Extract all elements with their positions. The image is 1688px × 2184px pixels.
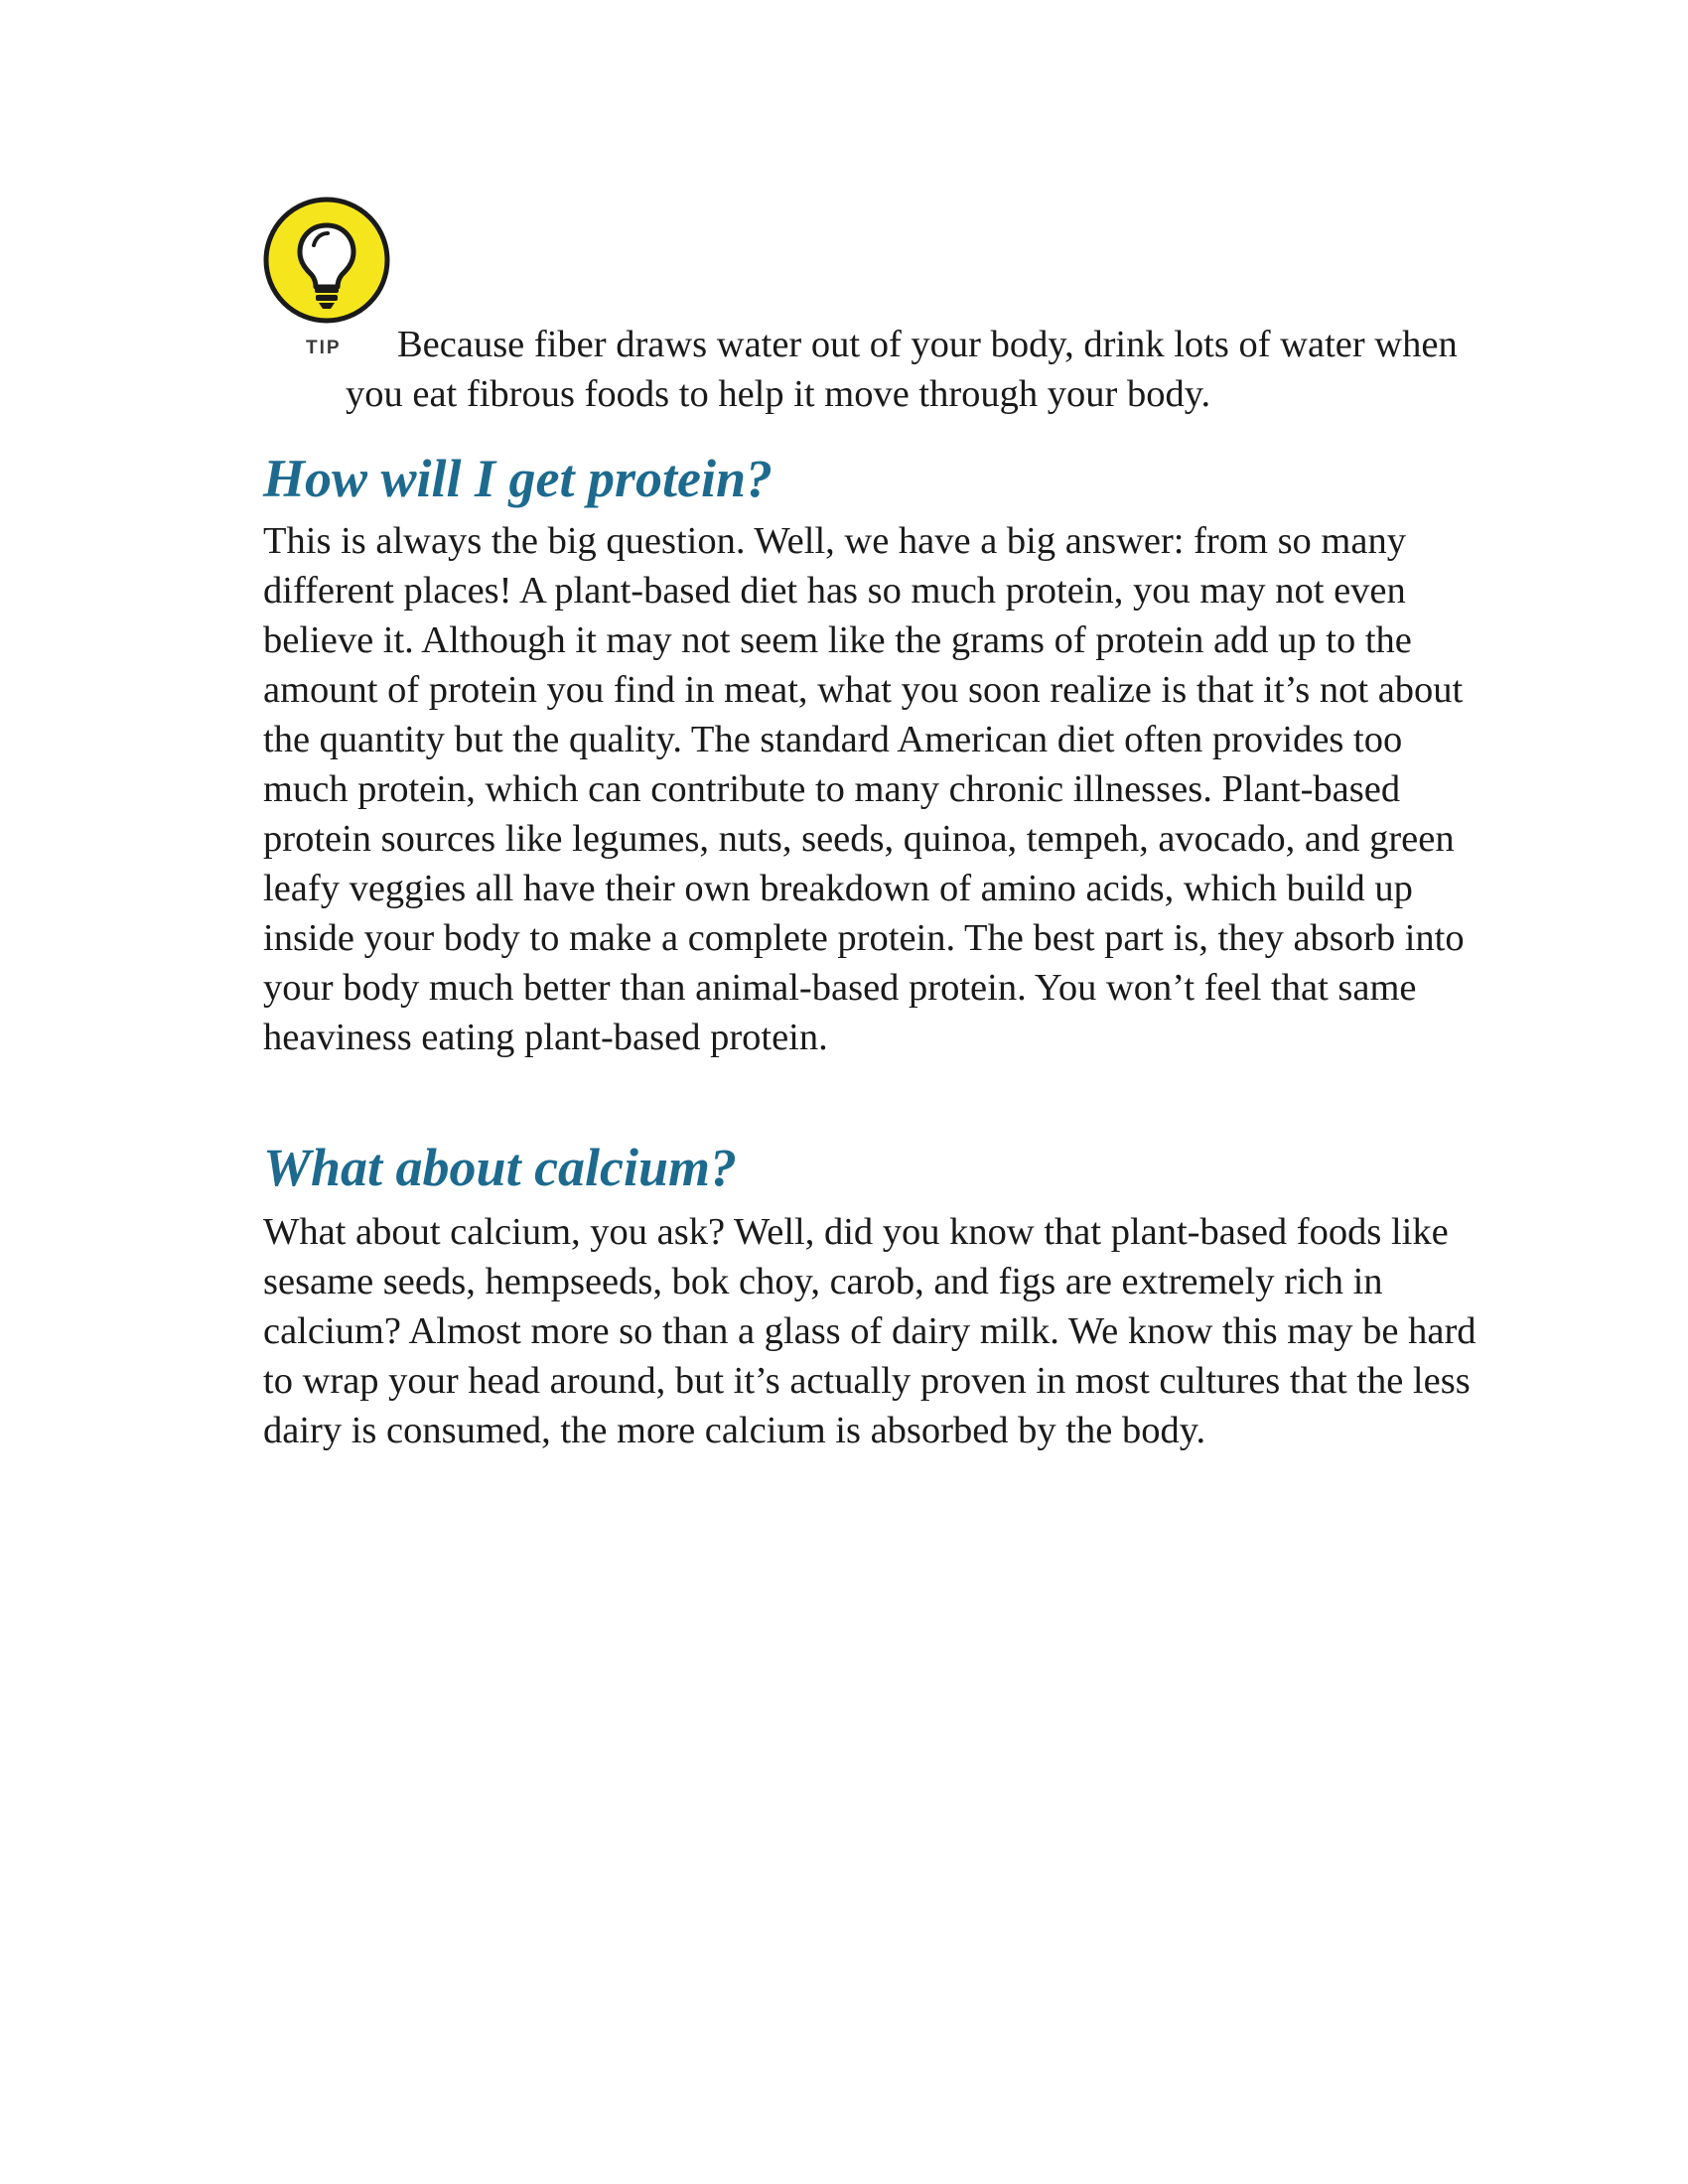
section-heading-protein: How will I get protein? <box>263 449 774 508</box>
lightbulb-icon <box>262 196 391 325</box>
tip-label: TIP <box>306 338 342 358</box>
tip-text: Because fiber draws water out of your body, drink lots of water when you eat fibrous foods to help it move through your body. <box>346 324 1458 415</box>
section-body-protein: This is always the big question. Well, we have a big answer: from so many different places! A plant-based diet has so much protein, you may not even believe it. Although it may not seem like the grams of protein add up to the amount of protein you find in meat, what you soon realize is that it’s not about the quantity but the quality. The standard American diet often provides too much protein, which can contribute to many chronic illnesses. Plant-based protein sources like legumes, nuts, seeds, quinoa, tempeh, avocado, and green leafy veggies all have their own breakdown of amino acids, which build up inside your body to make a complete protein. The best part is, they absorb into your body much better than animal-based protein. You won’t feel that same heaviness eating plant-based protein. <box>263 520 1465 1058</box>
section-body-calcium: What about calcium, you ask? Well, did you know that plant-based foods like sesame seeds, hempseeds, bok choy, carob, and figs are extremely rich in calcium? Almost more so than a glass of dairy milk. We know this may be hard to wrap your head around, but it’s actually proven in most cultures that the less dairy is consumed, the more calcium is absorbed by the body. <box>263 1211 1477 1451</box>
section-heading-calcium: What about calcium? <box>263 1138 738 1197</box>
